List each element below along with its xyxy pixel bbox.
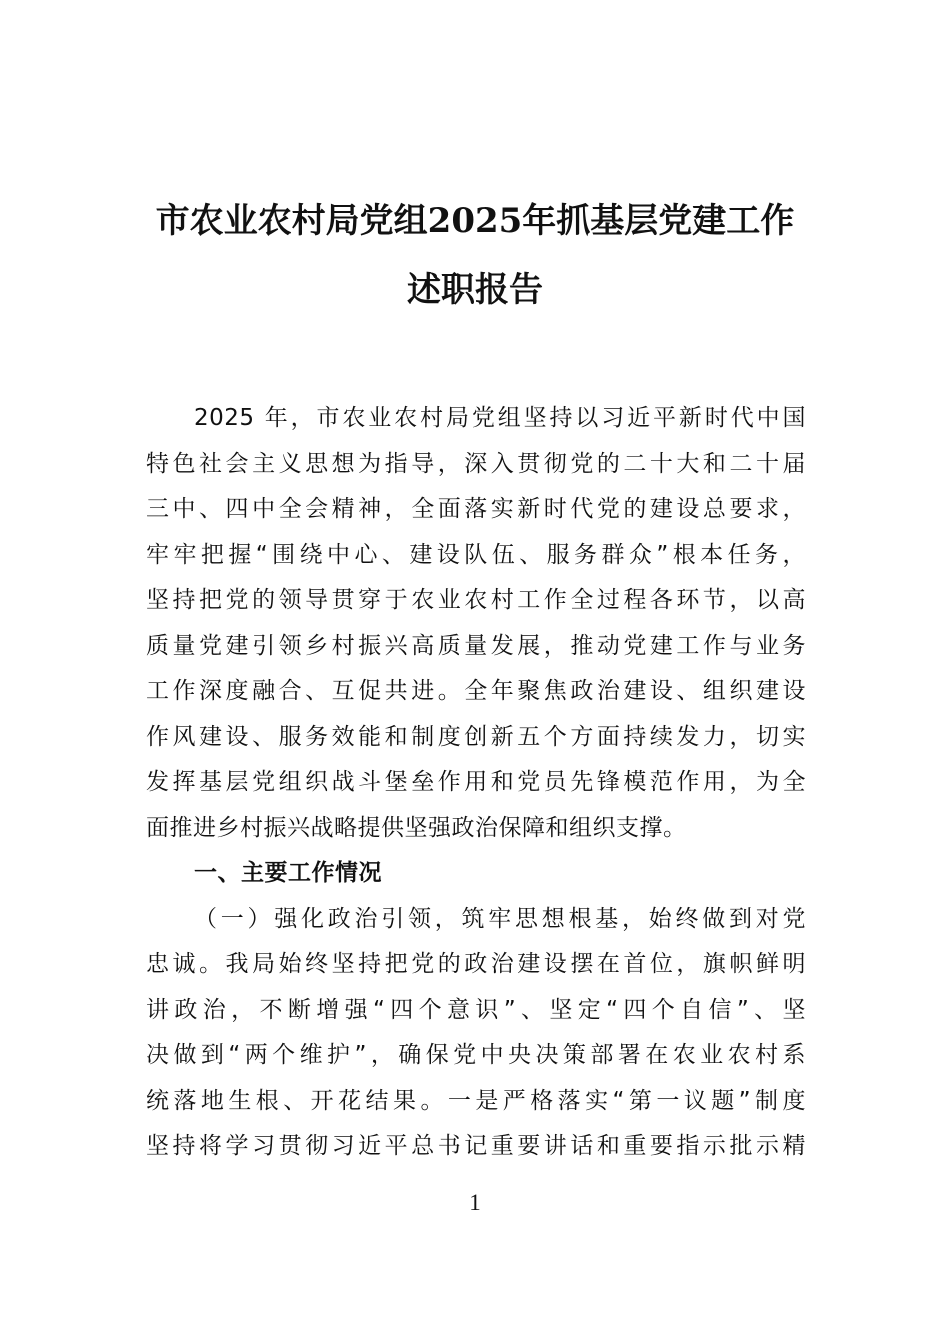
body-line: 三中、四中全会精神，全面落实新时代党的建设总要求， [146, 496, 806, 522]
body-line: 牢牢把握“围绕中心、建设队伍、服务群众”根本任务， [146, 541, 806, 568]
body-line: 质量党建引领乡村振兴高质量发展，推动党建工作与业务 [146, 632, 806, 659]
body-line: （一）强化政治引领，筑牢思想根基，始终做到对党 [194, 905, 806, 932]
body-line: 坚持将学习贯彻习近平总书记重要讲话和重要指示批示精 [146, 1133, 806, 1159]
body-line: 讲政治，不断增强“四个意识”、坚定“四个自信”、坚 [146, 996, 806, 1023]
body-line: 作风建设、服务效能和制度创新五个方面持续发力，切实 [146, 723, 806, 750]
body-line: 坚持把党的领导贯穿于农业农村工作全过程各环节，以高 [146, 587, 806, 613]
body-line: 工作深度融合、互促共进。全年聚焦政治建设、组织建设 [146, 678, 806, 704]
body-line: 2025 年，市农业农村局党组坚持以习近平新时代中国 [194, 405, 806, 431]
body-line: 忠诚。我局始终坚持把党的政治建设摆在首位，旗帜鲜明 [146, 951, 806, 977]
body-line: 特色社会主义思想为指导，深入贯彻党的二十大和二十届 [146, 450, 806, 477]
document-title-line-2: 述职报告 [407, 270, 543, 310]
page-number: 1 [469, 1190, 481, 1215]
body-line: 发挥基层党组织战斗堡垒作用和党员先锋模范作用，为全 [146, 769, 806, 795]
body-line: 统落地生根、开花结果。一是严格落实“第一议题”制度 [146, 1087, 806, 1114]
document-body [146, 396, 806, 1170]
document-title-line-1: 市农业农村局党组2025年抓基层党建工作 [155, 201, 795, 241]
body-line: 面推进乡村振兴战略提供坚强政治保障和组织支撑。 [146, 814, 687, 841]
body-line: 决做到“两个维护”，确保党中央决策部署在农业农村系 [146, 1042, 806, 1068]
section-heading: 一、主要工作情况 [194, 860, 382, 886]
